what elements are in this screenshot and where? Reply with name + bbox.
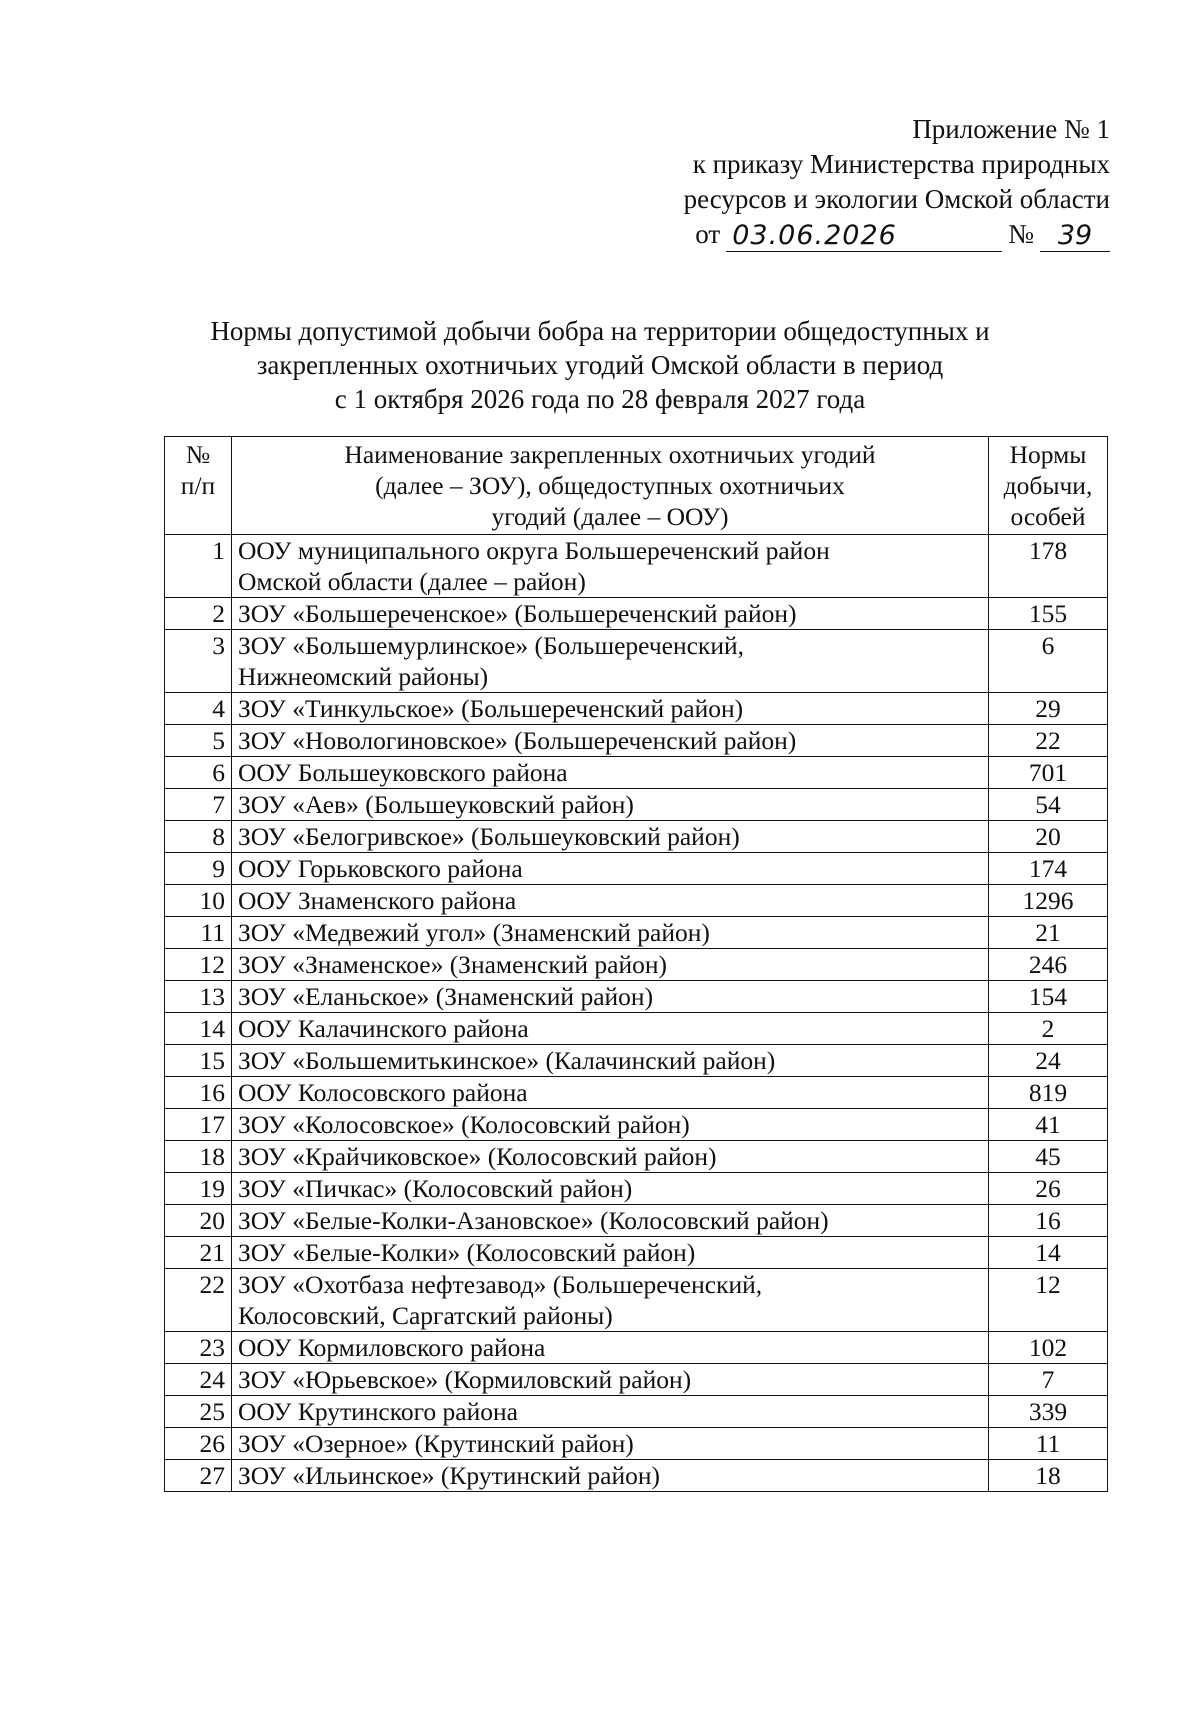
table-row	[165, 885, 1108, 917]
table-row	[165, 949, 1108, 981]
table-header-row	[165, 437, 1108, 535]
appendix-header	[590, 112, 1110, 252]
hunting-ground-name-line-1: ЗОУ «Белогривское» (Большеуковский район)	[238, 822, 740, 851]
hunting-ground-name	[232, 853, 989, 885]
harvest-norm: 102	[989, 1332, 1108, 1364]
table-row	[165, 853, 1108, 885]
row-number: 26	[165, 1428, 232, 1460]
hunting-ground-name	[232, 535, 989, 598]
table-row	[165, 1269, 1108, 1332]
column-header-number-line-2: п/п	[180, 471, 216, 500]
column-header-norm-line-2: добычи,	[1003, 471, 1093, 500]
from-label: от	[695, 219, 721, 249]
column-header-name	[232, 437, 989, 535]
harvest-norm: 24	[989, 1045, 1108, 1077]
hunting-ground-name	[232, 1013, 989, 1045]
table-row	[165, 917, 1108, 949]
harvest-norm: 45	[989, 1141, 1108, 1173]
row-number: 6	[165, 757, 232, 789]
hunting-ground-name	[232, 1396, 989, 1428]
title-line-1: Нормы допустимой добычи бобра на территории общедоступных и	[210, 316, 990, 346]
row-number: 19	[165, 1173, 232, 1205]
column-header-number	[165, 437, 232, 535]
harvest-norm: 1296	[989, 885, 1108, 917]
harvest-norm: 2	[989, 1013, 1108, 1045]
table-row	[165, 1173, 1108, 1205]
row-number: 18	[165, 1141, 232, 1173]
column-header-number-line-1: №	[185, 440, 211, 469]
number-label: №	[1008, 219, 1034, 249]
hunting-ground-name	[232, 1045, 989, 1077]
order-date-line	[590, 217, 1110, 252]
row-number: 14	[165, 1013, 232, 1045]
hunting-ground-name-line-1: ЗОУ «Большемурлинское» (Большереченский,	[238, 631, 744, 660]
hunting-ground-name	[232, 885, 989, 917]
harvest-norm: 21	[989, 917, 1108, 949]
hunting-ground-name	[232, 1109, 989, 1141]
row-number: 12	[165, 949, 232, 981]
hunting-ground-name	[232, 917, 989, 949]
table-row	[165, 1045, 1108, 1077]
table-row	[165, 598, 1108, 630]
hunting-ground-name-line-1: ЗОУ «Медвежий угол» (Знаменский район)	[238, 918, 710, 947]
hunting-ground-name-line-1: ЗОУ «Крайчиковское» (Колосовский район)	[238, 1142, 717, 1171]
hunting-ground-name-line-1: ЗОУ «Белые-Колки-Азановское» (Колосовский район)	[238, 1206, 829, 1235]
column-header-name-line-3: угодий (далее – ООУ)	[491, 502, 729, 531]
row-number: 2	[165, 598, 232, 630]
harvest-norm: 41	[989, 1109, 1108, 1141]
table-row	[165, 630, 1108, 693]
hunting-ground-name	[232, 981, 989, 1013]
hunting-ground-name	[232, 693, 989, 725]
hunting-ground-name	[232, 598, 989, 630]
hunting-ground-name-line-1: ООУ Горьковского района	[238, 854, 523, 883]
harvest-norm: 22	[989, 725, 1108, 757]
table-row	[165, 1237, 1108, 1269]
hunting-ground-name-line-1: ЗОУ «Еланьское» (Знаменский район)	[238, 982, 654, 1011]
table-row	[165, 789, 1108, 821]
column-header-norm-line-1: Нормы	[1009, 440, 1087, 469]
hunting-ground-name	[232, 789, 989, 821]
table-row	[165, 1364, 1108, 1396]
hunting-ground-name	[232, 1364, 989, 1396]
hunting-ground-name	[232, 1460, 989, 1492]
norms-table	[164, 436, 1108, 1492]
row-number: 1	[165, 535, 232, 598]
row-number: 8	[165, 821, 232, 853]
hunting-ground-name	[232, 949, 989, 981]
hunting-ground-name-line-2: Нижнеомский районы)	[238, 662, 489, 691]
hunting-ground-name	[232, 725, 989, 757]
hunting-ground-name-line-1: ЗОУ «Пичкас» (Колосовский район)	[238, 1174, 633, 1203]
harvest-norm: 11	[989, 1428, 1108, 1460]
row-number: 4	[165, 693, 232, 725]
row-number: 16	[165, 1077, 232, 1109]
row-number: 10	[165, 885, 232, 917]
table-row	[165, 1077, 1108, 1109]
harvest-norm: 819	[989, 1077, 1108, 1109]
row-number: 22	[165, 1269, 232, 1332]
hunting-ground-name-line-2: Омской области (далее – район)	[238, 567, 586, 596]
hunting-ground-name-line-1: ЗОУ «Большемитькинское» (Калачинский район)	[238, 1046, 776, 1075]
harvest-norm: 178	[989, 535, 1108, 598]
hunting-ground-name-line-1: ЗОУ «Аев» (Большеуковский район)	[238, 790, 634, 819]
hunting-ground-name	[232, 1428, 989, 1460]
order-number: 39	[1040, 221, 1110, 252]
hunting-ground-name	[232, 1205, 989, 1237]
hunting-ground-name	[232, 1141, 989, 1173]
table-row	[165, 1141, 1108, 1173]
harvest-norm: 16	[989, 1205, 1108, 1237]
hunting-ground-name-line-1: ЗОУ «Охотбаза нефтезавод» (Большереченский,	[238, 1270, 763, 1299]
row-number: 5	[165, 725, 232, 757]
hunting-ground-name	[232, 757, 989, 789]
row-number: 27	[165, 1460, 232, 1492]
hunting-ground-name-line-1: ЗОУ «Большереченское» (Большереченский район)	[238, 599, 797, 628]
row-number: 17	[165, 1109, 232, 1141]
order-reference-line-2: ресурсов и экологии Омской области	[683, 184, 1110, 214]
table-row	[165, 535, 1108, 598]
table-row	[165, 725, 1108, 757]
hunting-ground-name-line-1: ЗОУ «Юрьевское» (Кормиловский район)	[238, 1365, 692, 1394]
row-number: 25	[165, 1396, 232, 1428]
column-header-name-line-2: (далее – ЗОУ), общедоступных охотничьих	[375, 471, 845, 500]
row-number: 24	[165, 1364, 232, 1396]
row-number: 23	[165, 1332, 232, 1364]
table-body	[165, 535, 1108, 1492]
harvest-norm: 20	[989, 821, 1108, 853]
row-number: 15	[165, 1045, 232, 1077]
hunting-ground-name-line-1: ЗОУ «Ильинское» (Крутинский район)	[238, 1461, 660, 1490]
harvest-norm: 7	[989, 1364, 1108, 1396]
harvest-norm: 154	[989, 981, 1108, 1013]
table-row	[165, 1332, 1108, 1364]
column-header-name-line-1: Наименование закрепленных охотничьих угодий	[344, 440, 876, 469]
hunting-ground-name-line-1: ООУ муниципального округа Большереченский район	[238, 536, 830, 565]
hunting-ground-name-line-1: ЗОУ «Знаменское» (Знаменский район)	[238, 950, 668, 979]
table-row	[165, 821, 1108, 853]
column-header-norm-line-3: особей	[1010, 502, 1086, 531]
hunting-ground-name	[232, 1237, 989, 1269]
hunting-ground-name	[232, 1269, 989, 1332]
title-line-3: с 1 октября 2026 года по 28 февраля 2027 года	[334, 384, 866, 414]
harvest-norm: 6	[989, 630, 1108, 693]
harvest-norm: 246	[989, 949, 1108, 981]
row-number: 13	[165, 981, 232, 1013]
row-number: 20	[165, 1205, 232, 1237]
table-row	[165, 981, 1108, 1013]
table-row	[165, 1205, 1108, 1237]
table-row	[165, 1396, 1108, 1428]
hunting-ground-name	[232, 1173, 989, 1205]
row-number: 11	[165, 917, 232, 949]
hunting-ground-name-line-1: ООУ Знаменского района	[238, 886, 517, 915]
harvest-norm: 14	[989, 1237, 1108, 1269]
appendix-number: Приложение № 1	[912, 114, 1110, 144]
table-row	[165, 1109, 1108, 1141]
row-number: 3	[165, 630, 232, 693]
hunting-ground-name-line-1: ЗОУ «Новологиновское» (Большереченский район)	[238, 726, 797, 755]
hunting-ground-name-line-1: ЗОУ «Белые-Колки» (Колосовский район)	[238, 1238, 696, 1267]
table-row	[165, 1013, 1108, 1045]
table-row	[165, 693, 1108, 725]
table-row	[165, 1460, 1108, 1492]
harvest-norm: 339	[989, 1396, 1108, 1428]
hunting-ground-name-line-2: Колосовский, Саргатский районы)	[238, 1301, 613, 1330]
hunting-ground-name-line-1: ООУ Колосовского района	[238, 1078, 528, 1107]
harvest-norm: 26	[989, 1173, 1108, 1205]
hunting-ground-name-line-1: ООУ Кормиловского района	[238, 1333, 546, 1362]
harvest-norm: 18	[989, 1460, 1108, 1492]
harvest-norm: 29	[989, 693, 1108, 725]
hunting-ground-name	[232, 1332, 989, 1364]
hunting-ground-name-line-1: ООУ Большеуковского района	[238, 758, 568, 787]
hunting-ground-name	[232, 1077, 989, 1109]
harvest-norm: 174	[989, 853, 1108, 885]
harvest-norm: 12	[989, 1269, 1108, 1332]
hunting-ground-name-line-1: ООУ Калачинского района	[238, 1014, 529, 1043]
hunting-ground-name-line-1: ЗОУ «Колосовское» (Колосовский район)	[238, 1110, 690, 1139]
row-number: 7	[165, 789, 232, 821]
order-date: 03.06.2026	[726, 221, 1002, 252]
document-title	[150, 314, 1050, 416]
hunting-ground-name	[232, 821, 989, 853]
column-header-norm	[989, 437, 1108, 535]
row-number: 9	[165, 853, 232, 885]
harvest-norm: 155	[989, 598, 1108, 630]
hunting-ground-name-line-1: ЗОУ «Озерное» (Крутинский район)	[238, 1429, 634, 1458]
harvest-norm: 54	[989, 789, 1108, 821]
order-reference-line-1: к приказу Министерства природных	[692, 149, 1110, 179]
table-row	[165, 757, 1108, 789]
row-number: 21	[165, 1237, 232, 1269]
table-row	[165, 1428, 1108, 1460]
title-line-2: закрепленных охотничьих угодий Омской области в период	[256, 350, 944, 380]
hunting-ground-name-line-1: ООУ Крутинского района	[238, 1397, 518, 1426]
hunting-ground-name	[232, 630, 989, 693]
harvest-norm: 701	[989, 757, 1108, 789]
hunting-ground-name-line-1: ЗОУ «Тинкульское» (Большереченский район)	[238, 694, 744, 723]
